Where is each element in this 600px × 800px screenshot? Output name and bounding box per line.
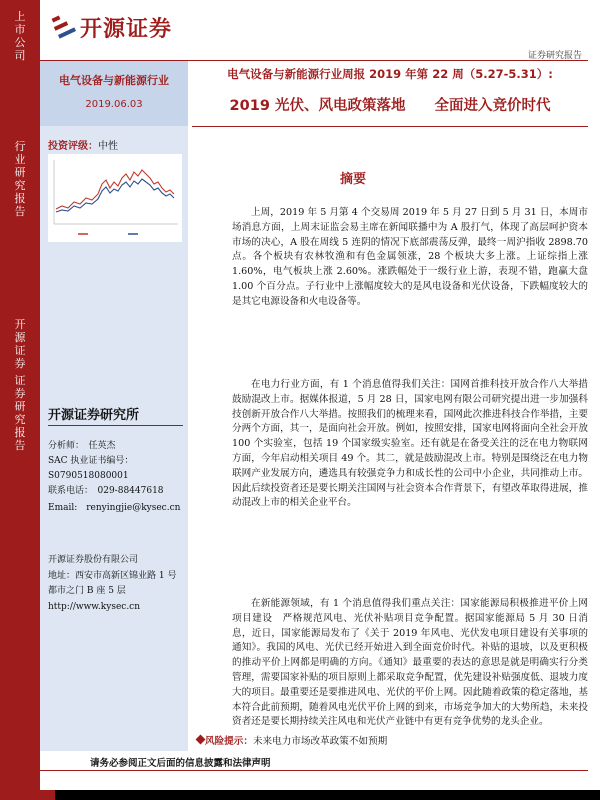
- address-line-1: 地址：西安市高新区锦业路 1 号: [48, 571, 177, 581]
- sidebar-label-listed-company: 上 市 公 司: [14, 10, 26, 62]
- report-type-label: 证券研究报告: [527, 51, 582, 61]
- report-date: 2019.06.03: [85, 99, 143, 110]
- report-subtitle: 2019 光伏、风电政策落地 全面进入竞价时代: [229, 98, 551, 114]
- website-link[interactable]: http://www.kysec.cn: [48, 602, 141, 612]
- sidebar-label-industry-report: 行 业 研 究 报 告: [14, 140, 26, 218]
- rating-value: 中性: [98, 141, 118, 152]
- footer-bar-accent: [0, 790, 55, 800]
- phone: 联系电话： 029-88447618: [48, 486, 164, 496]
- analyst-label: 分析师：: [48, 441, 80, 451]
- sac-number: S0790518080001: [48, 471, 129, 481]
- industry-box: [40, 61, 188, 126]
- footer-divider: [40, 770, 588, 771]
- company-name: 开源证券股份有限公司: [48, 555, 139, 565]
- investment-rating: [48, 137, 118, 152]
- risk-warning: [205, 733, 387, 747]
- email: Email: renyingjie@kysec.cn: [48, 503, 181, 513]
- footer-bar: [0, 790, 600, 800]
- abstract-heading: 摘要: [340, 172, 367, 187]
- sidebar-label-kaiyuan: 开 源 证 券: [14, 318, 26, 370]
- sidebar-label-securities-report: 证 券 研 究 报 告: [14, 374, 26, 452]
- risk-bullet-icon: [196, 735, 206, 745]
- institute-name: 开源证券研究所: [48, 408, 140, 423]
- analyst-line: [48, 440, 116, 453]
- rating-label: 投资评级：: [48, 141, 98, 152]
- index-trend-chart: [48, 154, 182, 242]
- risk-text: 未来电力市场改革政策不如预期: [252, 736, 388, 747]
- analyst-name: 任英杰: [88, 441, 116, 451]
- brand-name: 开源证券: [80, 17, 173, 42]
- address-line-2: 都市之门 B 座 5 层: [48, 586, 126, 596]
- abstract-paragraph-3: 在新能源领域，有 1 个消息值得我们重点关注：国家能源局积极推进平价上网项目建设 严格规范风电、光伏补贴项目竞争配置。据国家能源局 5 月 30 日消息，近日，国家能源局发布了《关于 2019 年风电、光伏发电项目建设有关事项的通知》。我国的风电、光伏已经开始进入到全面竞价时代。补贴的退坡，以及更积极的推动平价上网都是明确的方向。《通知》最重要的表达的意思是就是明确实行分类管理，需要国家补贴的项目原则上都采取竞争配置，优先建设补贴强度低、退坡力度大的项目。最重要还是要推进风电、光伏的平价上网。因此随着政策的稳定落地，基本符合此前预期，随着风电光伏平价上网的到来，市场竞争加大的大势所趋，未来投资者还是要长期持续关注风电和光伏产业链中有更有竞争优势的龙头企业。: [232, 598, 588, 728]
- abstract-paragraph-1: 上周，2019 年 5 月第 4 个交易周 2019 年 5 月 27 日到 5 月 31 日，本周市场消息方面，上周末证监会易主席在新闻联播中为 A 股打气，体现了高层呵护资本市场的决心，A 股在周线 5 连阴的情况下底部震荡反弹，最终一周沪指收 2898.70 点。各个板块有农林牧渔和有色金属领涨，28 个板块大多上涨。上证综指上涨 1.60%，电气板块上涨 2.60%。涨跌幅处于一级行业上游，表现不错，跑赢大盘 1.00 个百分点。子行业中上涨幅度较大的是风电设备和光伏设备，下跌幅度较大的是其它电源设备和火电设备等。: [232, 207, 588, 307]
- industry-name: 电气设备与新能源行业: [59, 74, 169, 87]
- footer-disclaimer: 请务必参阅正文后面的信息披露和法律声明: [90, 758, 271, 769]
- abstract-paragraph-2: 在电力行业方面，有 1 个消息值得我们关注：国网首推科技开放合作八大举措 鼓励混改上市。据媒体报道，5 月 28 日，国家电网有限公司研究提出进一步加强科技创新开放合作八大举措。按照我们的梳理来看，国网此次推进科技合作举措，主要分两个方面，其一，是面向社会开放。例如，按照安排，国家电网将面向全社会开放 100 个实验室，包括 19 个国家级实验室。还有就是在备受关注的泛在电力物联网方面，今年启动相关项目 49 个。其二，就是鼓励混改上市。特别是围绕泛在电力物联网产业发展方向，遴选具有较强竞争力和成长性的公司中小企业，共同推动上市。因此后续投资者还是要长期关注国网与社会资本合作背景下，有望改革取得进展，推动混改上市的相关企业平台。: [232, 379, 598, 509]
- chart-background: [48, 154, 182, 242]
- sac-label: SAC 执业证书编号：: [48, 456, 134, 466]
- institute-divider: [48, 425, 183, 426]
- report-title: 电气设备与新能源行业周报 2019 年第 22 周（5.27-5.31）:: [227, 67, 553, 81]
- risk-label: 风险提示：: [205, 736, 253, 747]
- title-divider: [192, 126, 588, 127]
